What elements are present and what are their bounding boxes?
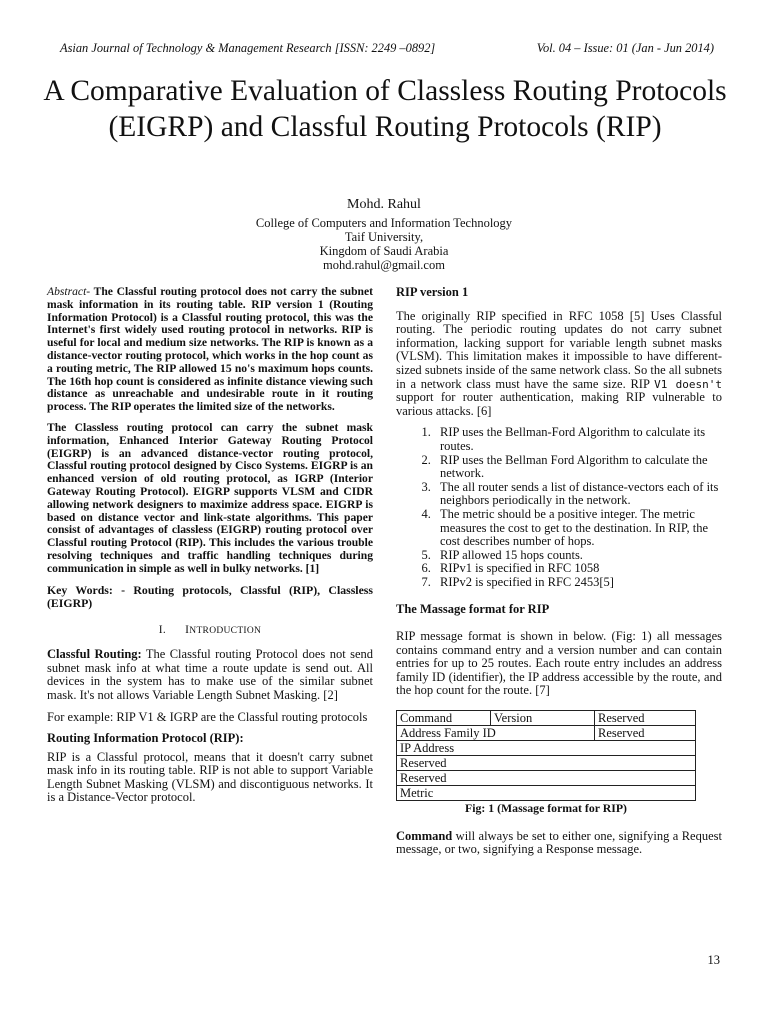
table-cell: Address Family ID [397, 726, 595, 741]
author-email: mohd.rahul@gmail.com [323, 258, 445, 272]
rip-version1-mono-text: V1 doesn't [654, 377, 722, 391]
table-cell: Version [491, 711, 595, 726]
classful-routing-paragraph [47, 648, 373, 702]
page-number: 13 [707, 953, 720, 967]
list-item: 6. RIPv1 is specified in RFC 1058 [434, 562, 722, 576]
right-column [396, 286, 722, 865]
affiliation-country: Kingdom of Saudi Arabia [319, 244, 449, 258]
rip-version1-text-b: support for router authentication, making RIP vulnerable to various attacks. [6] [396, 390, 722, 418]
paper-title: A Comparative Evaluation of Classless Routing Protocols (EIGRP) and Classful Routing Protocols (RIP) [43, 75, 727, 143]
abstract-paragraph-2: The Classless routing protocol can carry the subnet mask information, Enhanced Interior Gateway Routing Protocol (EIGRP) is an advanced distance-vector routing protocol, Classful routing protocol designed by Cisco Systems. EIGRP is an enhanced version of old routing protocol, as IGRP (Interior Gateway Routing Protocol). EIGRP supports VLSM and CIDR allowing network designers to maximize address space. EIGRP is based on distance vector and link-state algorithms. This paper consist of advantages of classless (EIGRP) routing protocol over Classful routing Protocol (RIP). This includes the various trouble resolving techniques and traffic handling techniques during communication in simple as well in bulky networks. [1] [47, 420, 373, 575]
list-item: 3. The all router sends a list of distance-vectors each of its neighbors periodically in the network. [434, 481, 722, 508]
classful-routing-heading: Classful Routing: [47, 647, 142, 662]
abstract-paragraph-1 [47, 286, 373, 414]
figure-caption: Fig: 1 (Massage format for RIP) [465, 801, 627, 816]
table-row [397, 786, 696, 801]
table-row [397, 741, 696, 756]
table-cell: Reserved [397, 756, 696, 771]
classful-routing-text: The Classful routing Protocol does not send subnet mask info at what time a route update is send out. All devices in the system has to make use of the similar subnet mask. It's not allows Variable Length Subnet Masking. [2] [47, 647, 373, 702]
table-cell: Command [397, 711, 491, 726]
table-row [397, 756, 696, 771]
affiliation-college: College of Computers and Information Technology [255, 216, 513, 230]
list-item: 2. RIP uses the Bellman Ford Algorithm to calculate the network. [434, 454, 722, 481]
command-term: Command [396, 828, 453, 843]
keywords: Key Words: - Routing protocols, Classful (RIP), Classless (EIGRP) [47, 582, 373, 610]
journal-header: Asian Journal of Technology & Management Research [ISSN: 2249 –0892] [60, 41, 436, 55]
table-cell: Reserved [595, 711, 696, 726]
left-column [47, 286, 373, 813]
section-heading-introduction [47, 624, 373, 639]
message-format-text: RIP message format is shown in below. (Fig: 1) all messages contains command entry and a version number and can contain entries for up to 25 routes. Each route entry includes an address family ID (identifier), the IP address accessible by the route, and the hop count for the route. [7] [396, 629, 722, 698]
table-cell: Reserved [397, 771, 696, 786]
rip-version1-heading: RIP version 1 [396, 285, 469, 299]
affiliation-university: Taif University, [344, 230, 424, 244]
rip-features-list [396, 426, 722, 589]
list-item: 7. RIPv2 is specified in RFC 2453[5] [434, 576, 722, 590]
abstract-text-1: The Classful routing protocol does not carry the subnet mask information in its routing table. RIP version 1 (Routing Information Protocol) is a Classful routing protocol, this was the Internet's first widely used routing protocol in networks. RIP is useful for local and medium size networks. The RIP is known as a distance-vector routing protocol, which works in the hop count as a routing metric, The RIP allowed 15 no's maximum hops counts. The 16th hop count is considered as infinite distance viewing such distance as unreachable and undesirable route in it routing process. The RIP operates the limited size of the networks. [47, 285, 373, 414]
section-numeral: I. [158, 623, 167, 636]
table-cell: Metric [397, 786, 696, 801]
section-title-rest: NTRODUCTION [189, 625, 262, 636]
table-cell: IP Address [397, 741, 696, 756]
rip-version1-paragraph [396, 310, 722, 419]
affiliation [0, 216, 768, 272]
abstract-label: Abstract- [47, 285, 91, 298]
rip-intro-text: RIP is a Classful protocol, means that it doesn't carry subnet mask info in its routing table. RIP is not able to support Variable Length Subnet Masking (VLSM) and discontiguous networks. It is a Distance-Vector protocol. [47, 749, 373, 805]
list-item: 1. RIP uses the Bellman-Ford Algorithm to calculate its routes. [434, 426, 722, 453]
table-row [397, 726, 696, 741]
table-row [397, 771, 696, 786]
command-text: will always be set to either one, signifying a Request message, or two, signifying a Response message. [396, 828, 722, 857]
table-row [397, 711, 696, 726]
list-item: 5. RIP allowed 15 hops counts. [434, 549, 722, 563]
classful-example: For example: RIP V1 & IGRP are the Classful routing protocols [47, 709, 368, 724]
rip-version1-text-a: The originally RIP specified in RFC 1058 [5] Uses Classful routing. The periodic routing updates do not carry subnet information, lacking support for variable length subnet masks (VLSM). This limitation makes it impossible to have different-sized subnets inside of the same network class. So the all subnets in a network class must have the same size. RIP [396, 308, 722, 391]
command-paragraph [396, 830, 722, 857]
rip-intro-heading: Routing Information Protocol (RIP): [47, 731, 244, 746]
list-item: 4. The metric should be a positive integer. The metric measures the cost to get to the destination. In RIP, the cost describes number of hops. [434, 508, 722, 549]
author-name: Mohd. Rahul [347, 197, 421, 212]
rip-message-format-table [396, 710, 696, 801]
section-title-first-letter: I [185, 623, 190, 636]
volume-header: Vol. 04 – Issue: 01 (Jan - Jun 2014) [536, 41, 714, 55]
message-format-heading: The Massage format for RIP [396, 602, 550, 617]
table-cell: Reserved [595, 726, 696, 741]
